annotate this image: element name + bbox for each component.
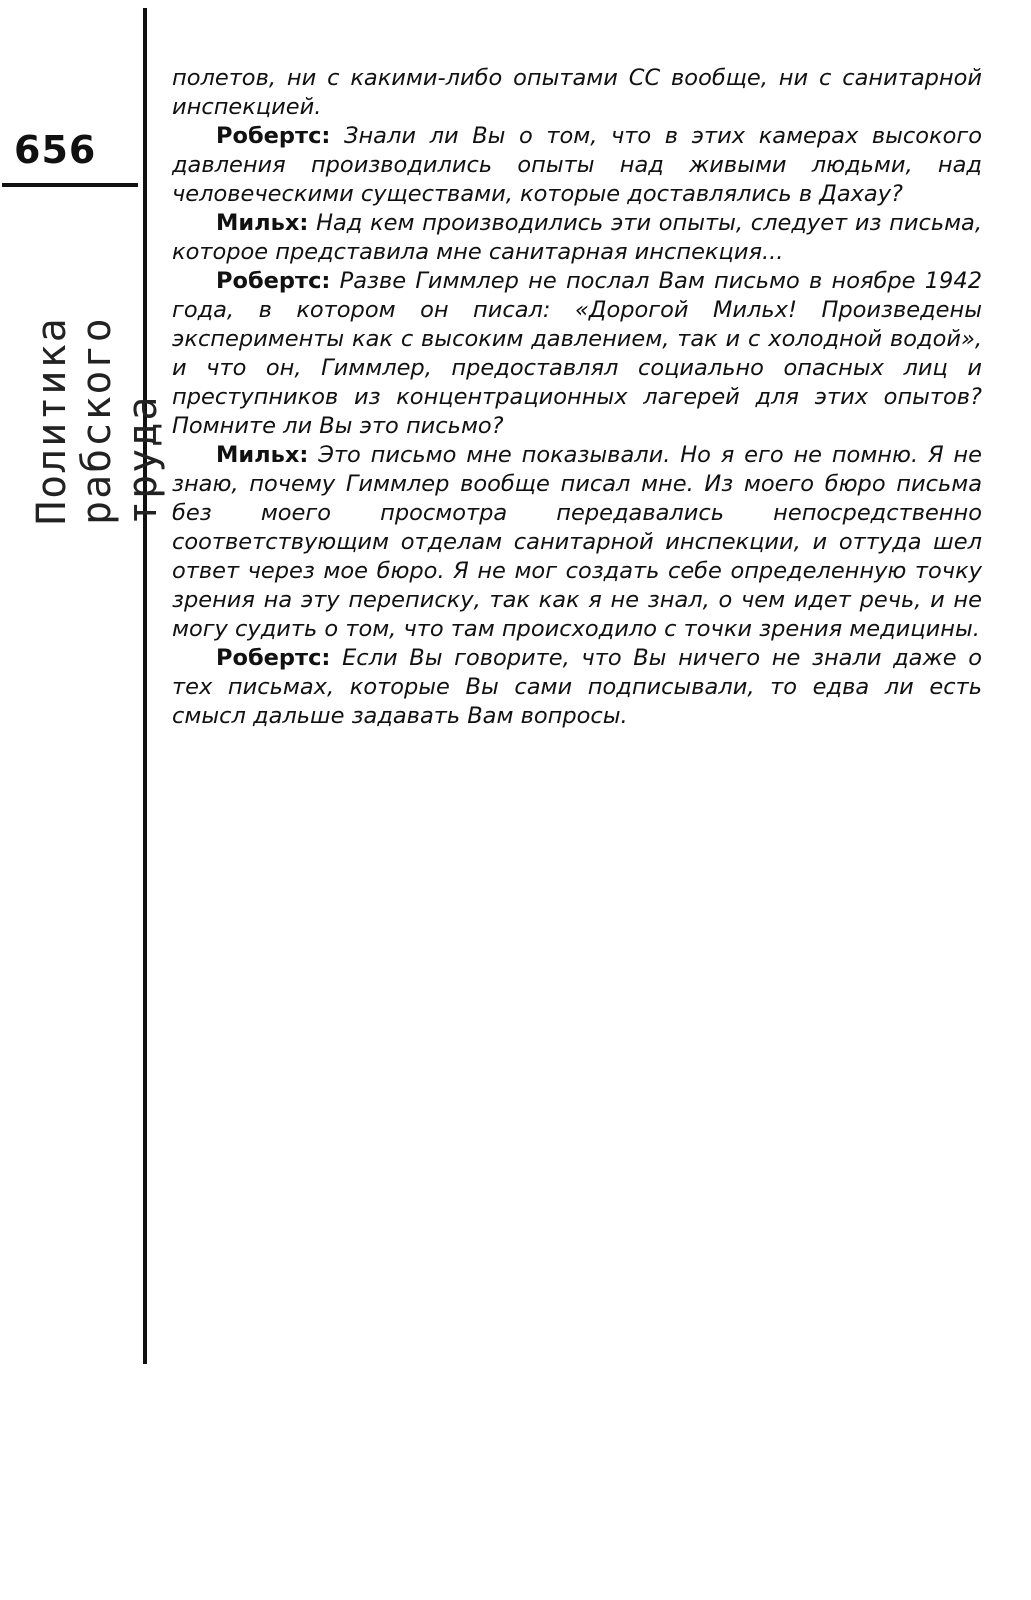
speaker-label: Робертс: (216, 645, 331, 671)
speaker-label: Робертс: (216, 123, 331, 149)
running-title (30, 185, 166, 525)
paragraph (172, 267, 982, 441)
paragraph (172, 441, 982, 644)
paragraph (172, 64, 982, 122)
paragraph (172, 122, 982, 209)
running-title-line-1: Политика (29, 316, 75, 525)
paragraph-text: Знали ли Вы о том, что в этих камерах высокого давления производились опыты над живыми людьми, над человеческими существами, которые доставлялись в Дахау? (172, 123, 982, 207)
paragraph-text: Если Вы говорите, что Вы ничего не знали даже о тех письмах, которые Вы сами подписывали, то едва ли есть смысл дальше задавать Вам вопросы. (172, 645, 982, 729)
page-number: 656 (14, 128, 97, 172)
speaker-label: Робертс: (216, 268, 331, 294)
paragraph-text: Это письмо мне показывали. Но я его не помню. Я не знаю, почему Гиммлер вообще писал мне. Из моего бюро письма без моего просмотра передавались непосредственно соответствующим отделам санитарной инспекции, и оттуда шел ответ через мое бюро. Я не мог создать себе определенную точку зрения на эту переписку, так как я не знал, о чем идет речь, и не могу судить о том, что там происходило с точки зрения медицины. (172, 442, 982, 642)
paragraph-text: полетов, ни с какими-либо опытами СС вообще, ни с санитарной инспекцией. (172, 65, 982, 120)
paragraph-text: Над кем производились эти опыты, следует из письма, которое представила мне санитарная инспекция... (172, 210, 982, 265)
paragraph-text: Разве Гиммлер не послал Вам письмо в ноябре 1942 года, в котором он писал: «Дорогой Мильх! Произведены эксперименты как с высоким давлением, так и с холодной водой», и что он, Гиммлер, предоставлял социально опасных лиц и преступников из концентрационных лагерей для этих опытов? Помните ли Вы это письмо? (172, 268, 983, 439)
body-text (172, 64, 982, 731)
speaker-label: Мильх: (216, 210, 309, 236)
paragraph (172, 644, 982, 731)
speaker-label: Мильх: (216, 442, 309, 468)
running-title-line-2: рабского труда (74, 316, 166, 525)
paragraph (172, 209, 982, 267)
